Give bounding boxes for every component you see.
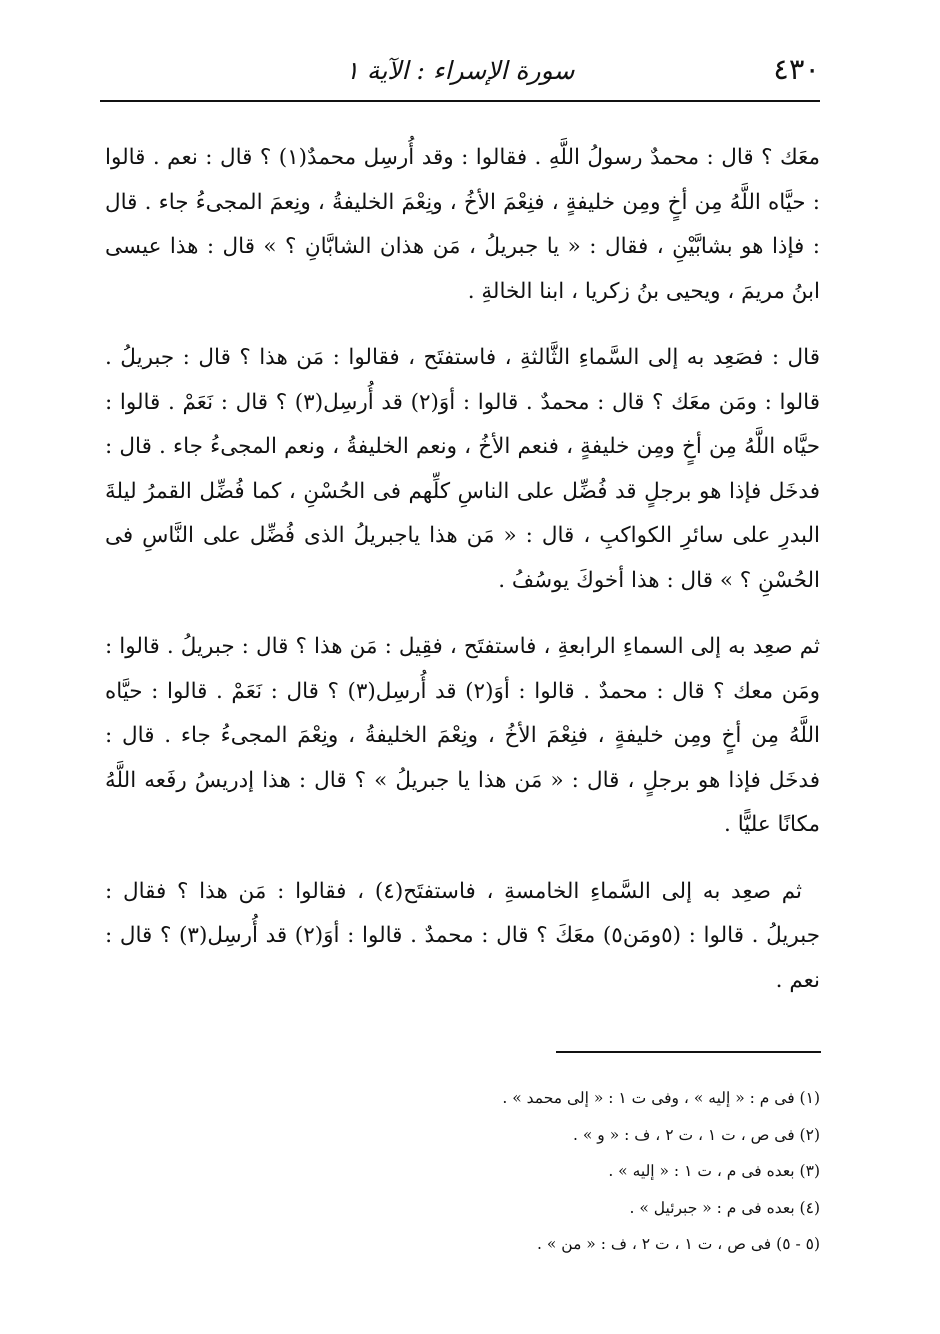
paragraph-2: قال : فصَعِد به إلى السَّماءِ الثَّالثةِ ، فاستفتَح ، فقالوا : مَن هذا ؟ قال : جبريلُ . قالوا : ومَن معَك ؟ قال : محمدٌ . قالوا : أوَ(٢) قد أُرسِل(٣) ؟ قال : نَعَمْ . قالوا : حيَّاه اللَّهُ مِن أخٍ ومِن خليفةٍ ، فنعم الأخُ ، ونعم الخليفةُ ، ونعم المجىءُ جاء . قال : فدخَل فإذا هو برجلٍ قد فُضِّل على الناسِ كلِّهم فى الحُسْنِ ، كما فُضِّل القمرُ ليلةَ البدرِ على سائرِ الكواكبِ ، قال : « مَن هذا ياجبريلُ الذى فُضِّل على النَّاسِ فى الحُسْنِ ؟ » قال : هذا أخوكَ يوسُفُ . (105, 345, 820, 593)
paragraph-4: ثم صعِد به إلى السَّماءِ الخامسةِ ، فاستفتَح(٤) ، فقالوا : مَن هذا ؟ فقال : جبريلُ . قالوا : (٥ومَن٥) معَكَ ؟ قال : محمدٌ . قالوا : أوَ(٢) قد أُرسِل(٣) ؟ قال : نعم . (105, 878, 821, 993)
paragraph-3: ثم صعِد به إلى السماءِ الرابعةِ ، فاستفتَح ، فقِيل : مَن هذا ؟ قال : جبريلُ . قالوا : ومَن معك ؟ قال : محمدٌ . قالوا : أوَ(٢) قد أُرسِل(٣) ؟ قال : نَعَمْ . قالوا : حيَّاه اللَّهُ مِن أخٍ ومِن خليفةٍ ، فنِعْمَ الأخُ ، ونِعْمَ الخليفةُ ، ونِعْمَ المجىءُ جاء . قال : فدخَل فإذا هو برجلٍ ، قال : « مَن هذا يا جبريلُ » ؟ قال : هذا إدريسُ رفَعه اللَّهُ مكانًا عليًّا . (105, 634, 820, 837)
main-text (105, 136, 820, 1025)
paragraph-1: معَك ؟ قال : محمدٌ رسولُ اللَّهِ . فقالوا : وقد أُرسِل محمدٌ(١) ؟ قال : نعم . قالوا : حيَّاه اللَّهُ مِن أخٍ ومِن خليفةٍ ، فنِعْمَ الأخُ ، ونِعْمَ الخليفةُ ، ونِعمَ المجىءُ جاء . قال : فإذا هو بشابَّيْنِ ، فقال : « يا جبريلُ ، مَن هذان الشابَّانِ ؟ » قال : هذا عيسى ابنُ مريمَ ، ويحيى بنُ زكريا ، ابنا الخالةِ . (105, 145, 820, 304)
footnote-3: (٣) بعده فى م ، ت ١ : « إليه » . (608, 1162, 820, 1180)
footnote-5: (٥ - ٥) فى ص ، ت ١ ، ت ٢ ، ف : « من » . (537, 1235, 820, 1253)
header-rule (100, 100, 820, 102)
page-number: ٤٣٠ (773, 52, 820, 86)
footnote-1: (١) فى م : « إليه » ، وفى ت ١ : « إلى محمد » . (502, 1089, 820, 1107)
page-header (100, 50, 820, 94)
footnotes (360, 1080, 820, 1263)
footnote-rule (556, 1051, 821, 1053)
footnote-2: (٢) فى ص ، ت ١ ، ت ٢ ، ف : « و » . (573, 1125, 820, 1144)
footnote-4: (٤) بعده فى م : « جبرئيل » . (629, 1198, 820, 1217)
running-title: سورة الإسراء : الآية ١ (345, 56, 575, 85)
